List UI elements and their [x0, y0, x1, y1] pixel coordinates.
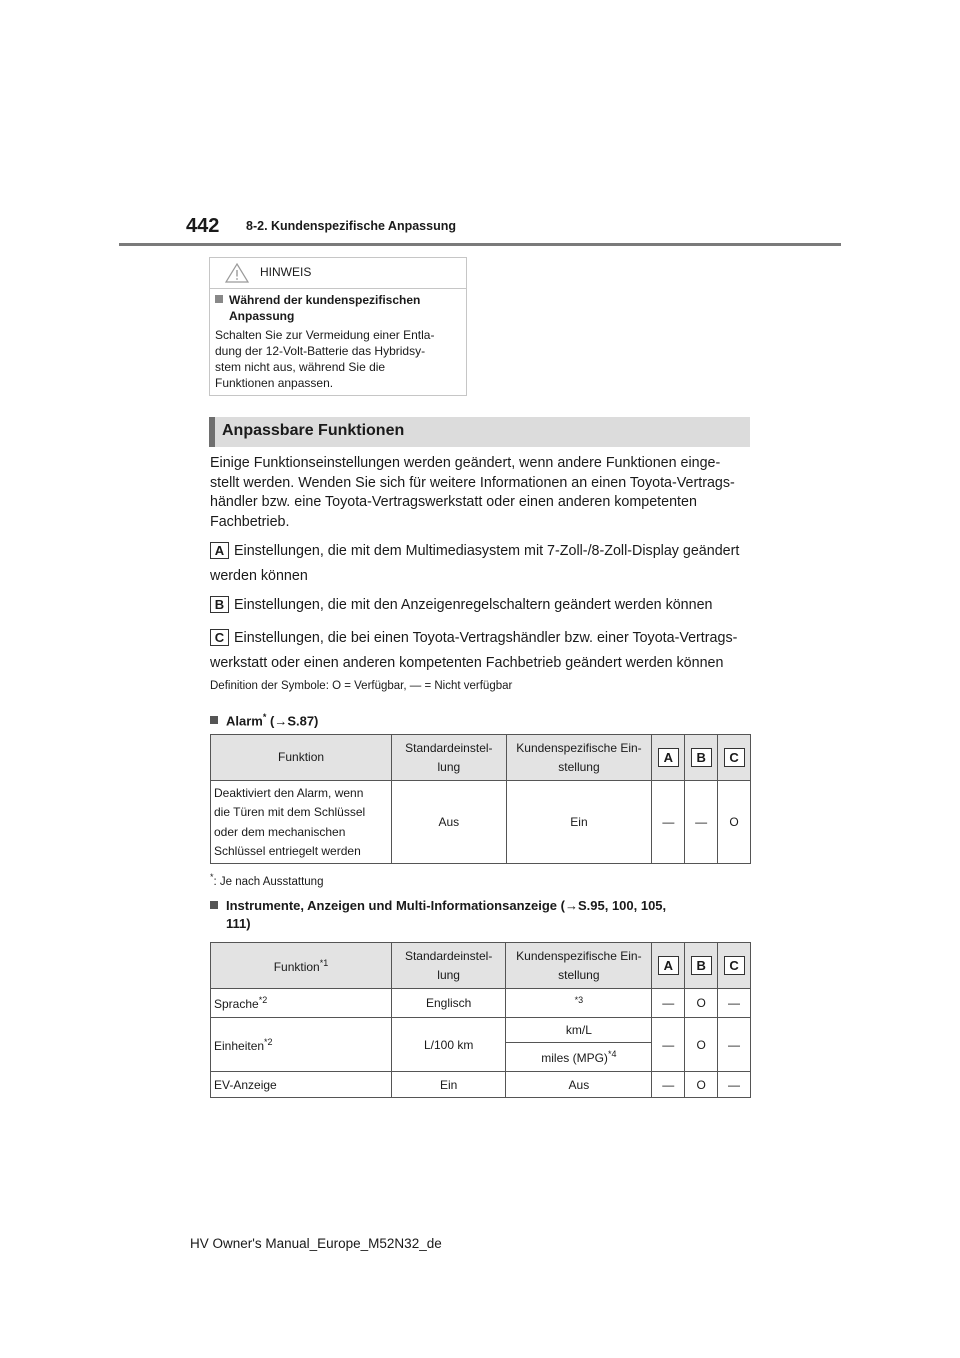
notice-body-line: dung der 12-Volt-Batterie das Hybridsy-	[215, 344, 426, 358]
intro-line: händler bzw. eine Toyota-Vertragswerkstatt oder einen anderen kompetenten	[210, 494, 697, 510]
table-row	[211, 989, 751, 1018]
cell-func-line: oder dem mechanischen	[214, 824, 346, 839]
notice-title-line: Während der kundenspezifischen	[229, 293, 421, 307]
key-c	[210, 628, 755, 673]
intro-paragraph	[210, 454, 755, 532]
notice-box	[209, 257, 467, 396]
section-heading-bar	[209, 417, 750, 447]
instruments-heading-text-2: 111)	[226, 916, 251, 931]
key-a-text: Einstellungen, die mit dem Multimediasystem mit 7-Zoll-/8-Zoll-Display geändert	[234, 543, 740, 559]
col-c	[718, 943, 751, 989]
bullet-square-icon	[210, 716, 218, 724]
notice-header	[210, 258, 466, 289]
cell-b: O	[685, 1018, 718, 1072]
cell-a: —	[652, 1072, 685, 1098]
col-a-box: A	[658, 748, 679, 767]
notice-title-line: Anpassung	[229, 309, 295, 323]
col-custom-line: stellung	[558, 759, 600, 774]
cell-func-line: Schlüssel entriegelt werden	[214, 844, 361, 858]
table-header-row	[211, 735, 751, 781]
table-header-row	[211, 943, 751, 989]
table-row	[211, 1018, 751, 1043]
notice-body	[215, 327, 460, 391]
key-a-box: A	[210, 542, 229, 559]
cell-custom: Ein	[506, 781, 652, 864]
col-a	[652, 943, 685, 989]
cell-custom: Aus	[506, 1072, 652, 1098]
heading-accent	[209, 417, 215, 447]
col-b	[685, 943, 718, 989]
key-b	[210, 595, 755, 615]
col-funktion-text: Funktion	[273, 960, 320, 974]
key-a	[210, 541, 755, 586]
header-divider	[119, 243, 841, 246]
cell-standard: L/100 km	[391, 1018, 505, 1072]
col-standard	[392, 735, 506, 781]
alarm-heading-sup: *	[262, 712, 267, 722]
cell-standard: Englisch	[391, 989, 505, 1018]
key-b-text: Einstellungen, die mit den Anzeigenregelschaltern geändert werden können	[234, 597, 713, 613]
key-c-text: Einstellungen, die bei einen Toyota-Vertragshändler bzw. einer Toyota-Vertrags-	[234, 630, 738, 646]
cell-custom-text: miles (MPG)	[541, 1051, 608, 1065]
cell-c: O	[718, 781, 751, 864]
key-b-box: B	[210, 596, 229, 613]
intro-line: Einige Funktionseinstellungen werden geändert, wenn andere Funktionen einge-	[210, 455, 721, 471]
col-a-box: A	[658, 956, 679, 975]
col-standard-line: lung	[437, 759, 461, 774]
cell-custom	[506, 1043, 652, 1072]
col-custom-line: Kundenspezifische Ein-	[516, 740, 642, 755]
instruments-heading	[210, 897, 750, 933]
cell-func	[211, 989, 392, 1018]
footnote-text: : Je nach Ausstattung	[213, 875, 324, 888]
col-standard-line: Standardeinstel-	[405, 740, 493, 755]
cell-b: O	[685, 989, 718, 1018]
cell-a: —	[652, 1018, 685, 1072]
cell-func-line: die Türen mit dem Schlüssel	[214, 805, 366, 819]
section-title: 8-2. Kundenspezifische Anpassung	[246, 219, 456, 233]
bullet-square-icon	[215, 295, 223, 303]
table-row	[211, 1072, 751, 1098]
col-c	[718, 735, 751, 781]
notice-body-line: stem nicht aus, während Sie die	[215, 360, 386, 374]
cell-func-sup: *2	[258, 995, 268, 1005]
cell-custom-sup: *3	[574, 995, 584, 1005]
cell-c: —	[718, 1072, 751, 1098]
intro-line: Fachbetrieb.	[210, 513, 290, 530]
symbol-definition: Definition der Symbole: O = Verfügbar, — = Nicht verfügbar	[210, 680, 513, 692]
notice-title	[215, 292, 460, 324]
notice-body-line: Funktionen anpassen.	[215, 376, 334, 390]
footnote	[210, 872, 323, 888]
col-standard-line: lung	[437, 967, 460, 982]
key-c-box: C	[210, 629, 229, 646]
alarm-heading	[210, 708, 750, 730]
col-funktion: Funktion	[211, 735, 392, 781]
cell-b: O	[685, 1072, 718, 1098]
col-custom-line: stellung	[558, 967, 600, 982]
section-heading: Anpassbare Funktionen	[222, 422, 405, 439]
bullet-square-icon	[210, 901, 218, 909]
col-a	[652, 735, 685, 781]
col-custom	[506, 735, 652, 781]
col-standard-line: Standardeinstel-	[404, 948, 493, 963]
col-funktion	[211, 943, 392, 989]
col-standard	[391, 943, 505, 989]
notice-body-line: Schalten Sie zur Vermeidung einer Entla-	[215, 328, 435, 342]
cell-func-text: Sprache	[214, 997, 259, 1011]
cell-custom: km/L	[506, 1018, 652, 1043]
cell-b: —	[685, 781, 718, 864]
cell-c: —	[718, 989, 751, 1018]
cell-standard: Ein	[391, 1072, 505, 1098]
instruments-table	[210, 942, 751, 1098]
page-number: 442	[186, 215, 220, 237]
col-c-box: C	[724, 748, 745, 767]
notice-label: HINWEIS	[260, 265, 312, 279]
warning-triangle-icon	[224, 262, 250, 284]
col-c-box: C	[724, 956, 745, 975]
cell-custom-sup: *4	[607, 1049, 617, 1059]
cell-c: —	[718, 1018, 751, 1072]
col-funktion-sup: *1	[319, 958, 329, 968]
cell-custom	[506, 989, 652, 1018]
cell-func	[211, 781, 392, 864]
cell-func: EV-Anzeige	[211, 1072, 392, 1098]
alarm-heading-ref: (→S.87)	[266, 713, 319, 729]
cell-a: —	[652, 781, 685, 864]
col-b-box: B	[691, 956, 712, 975]
alarm-heading-text: Alarm	[226, 713, 263, 729]
alarm-table	[210, 734, 751, 864]
footnote-mark: *	[210, 872, 214, 882]
instruments-heading-text: Instrumente, Anzeigen und Multi-Informationsanzeige (→S.95, 100, 105,	[226, 898, 667, 913]
page-footer: HV Owner's Manual_Europe_M52N32_de	[190, 1236, 442, 1251]
cell-func-text: Einheiten	[214, 1038, 265, 1053]
intro-line: stellt werden. Wenden Sie sich für weitere Informationen an einen Toyota-Vertrags-	[210, 474, 735, 491]
cell-a: —	[652, 989, 685, 1018]
cell-func-line: Deaktiviert den Alarm, wenn	[214, 785, 364, 800]
cell-func	[211, 1018, 392, 1072]
col-custom	[506, 943, 652, 989]
cell-func-sup: *2	[264, 1036, 273, 1047]
table-row	[211, 781, 751, 864]
key-a-text-2: werden können	[210, 568, 308, 584]
col-b	[685, 735, 718, 781]
col-custom-line: Kundenspezifische Ein-	[516, 948, 642, 963]
key-c-text-2: werkstatt oder einen anderen kompetenten Fachbetrieb geändert werden können	[210, 655, 724, 671]
col-b-box: B	[691, 748, 712, 767]
cell-standard: Aus	[392, 781, 506, 864]
